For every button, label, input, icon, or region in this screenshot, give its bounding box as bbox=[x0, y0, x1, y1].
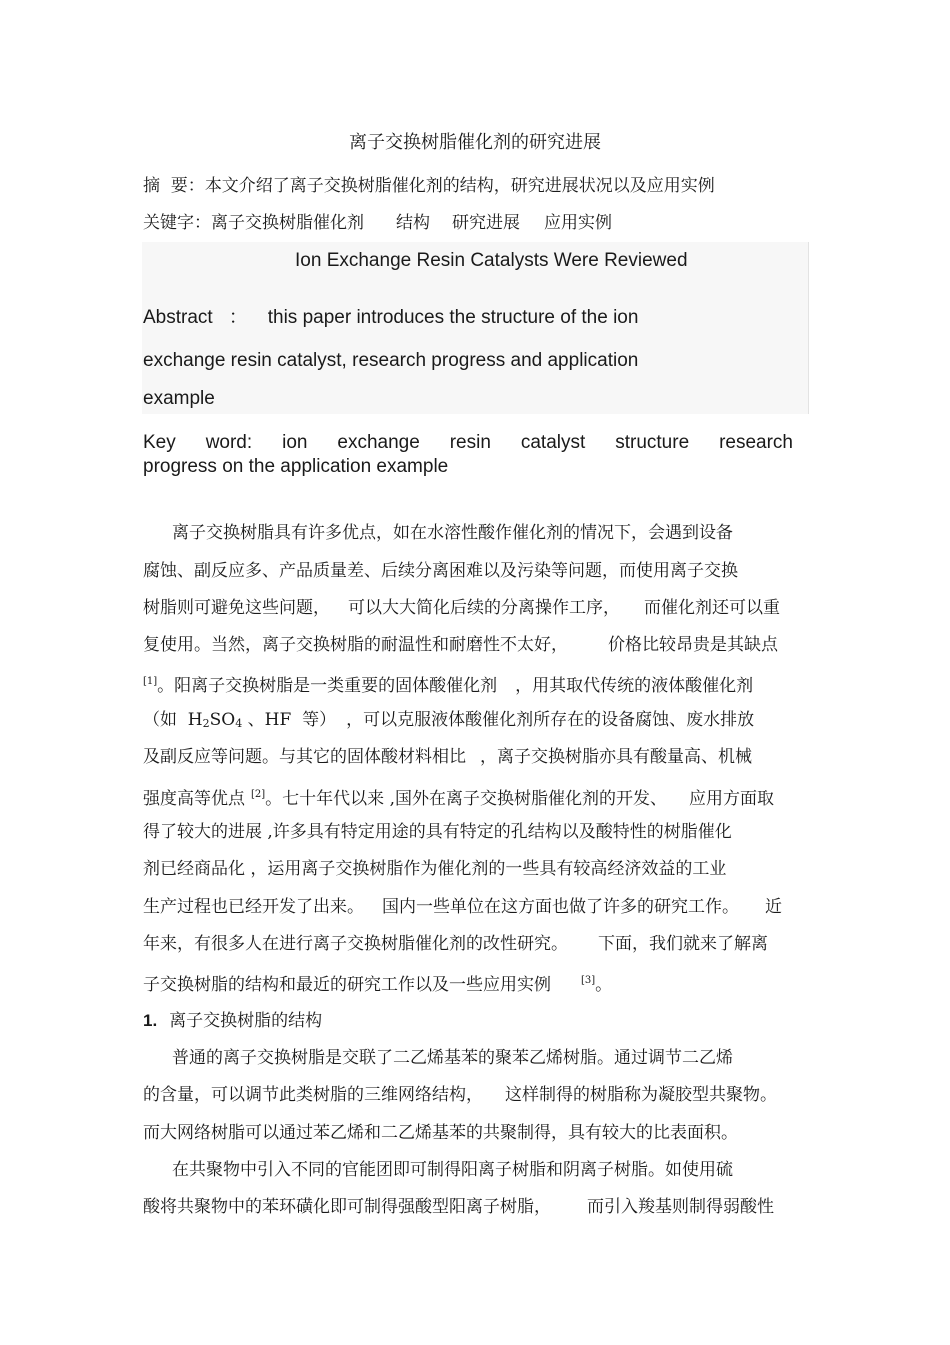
body-line bbox=[143, 896, 782, 918]
body-line bbox=[143, 970, 612, 996]
body-line bbox=[143, 933, 768, 955]
abstract-cn-label: 摘 要： bbox=[143, 176, 205, 196]
kw-word: word: bbox=[205, 432, 253, 453]
body-fragment: 近 bbox=[765, 897, 782, 917]
body-fragment: 生产过程也已经开发了出来。 bbox=[143, 897, 364, 917]
section-number: 1. bbox=[143, 1011, 158, 1030]
kw-word: resin bbox=[449, 432, 491, 453]
body-fragment: 子交换树脂的结构和最近的研究工作以及一些应用实例 bbox=[143, 975, 551, 995]
subscript: 4 bbox=[235, 717, 243, 730]
body-fragment: ，用其取代传统的液体酸催化剂 bbox=[515, 676, 754, 696]
body-fragment: 国内一些单位在这方面也做了许多的研究工作。 bbox=[382, 897, 739, 917]
english-abstract-line-2: exchange resin catalyst, research progress and application bbox=[143, 350, 639, 371]
abstract-cn bbox=[143, 175, 715, 197]
body-fragment: 可以大大简化后续的分离操作工序， bbox=[348, 598, 620, 618]
body-line bbox=[143, 1196, 774, 1218]
citation-1: [1] bbox=[143, 676, 158, 687]
paper-title: 离子交换树脂催化剂的研究进展 bbox=[349, 132, 601, 153]
body-fragment: 的含量，可以调节此类树脂的三维网络结构， bbox=[143, 1085, 483, 1105]
body-line bbox=[143, 671, 753, 697]
body-fragment: ，可以克服液体酸催化剂所存在的设备腐蚀、废水排放 bbox=[346, 710, 755, 730]
kw-word: exchange bbox=[337, 432, 420, 453]
kw-word: Key bbox=[143, 432, 176, 453]
abstract-cn-text: 本文介绍了离子交换树脂催化剂的结构，研究进展状况以及应用实例 bbox=[204, 176, 715, 196]
body-fragment: （如 H bbox=[143, 710, 203, 730]
body-line bbox=[143, 1084, 777, 1106]
body-fragment: 这样制得的树脂称为凝胶型共聚物。 bbox=[505, 1085, 777, 1105]
abstract-en-colon: ： bbox=[228, 307, 248, 328]
citation-2: [2] bbox=[251, 789, 266, 800]
body-line bbox=[143, 597, 780, 619]
abstract-en-label: Abstract bbox=[143, 307, 213, 328]
body-line bbox=[143, 634, 778, 656]
body-fragment: 及副反应等问题。与其它的固体酸材料相比 bbox=[143, 747, 466, 767]
keywords-en-line-1 bbox=[143, 431, 793, 455]
body-line: 离子交换树脂具有许多优点，如在水溶性酸作催化剂的情况下，会遇到设备 bbox=[172, 523, 733, 543]
body-fragment: 。七十年代以来 ,国外在离子交换树脂催化剂的开发、 bbox=[265, 789, 667, 809]
subscript: 2 bbox=[202, 717, 210, 730]
body-fragment: 强度高等优点 bbox=[143, 789, 245, 809]
body-fragment: 。阳离子交换树脂是一类重要的固体酸催化剂 bbox=[157, 676, 498, 696]
section-title: 离子交换树脂的结构 bbox=[169, 1011, 323, 1031]
body-line bbox=[143, 709, 754, 735]
body-line: 腐蚀、副反应多、产品质量差、后续分离困难以及污染等问题，而使用离子交换 bbox=[143, 561, 738, 581]
body-fragment: 而催化剂还可以重 bbox=[644, 598, 780, 618]
body-line: 普通的离子交换树脂是交联了二乙烯基苯的聚苯乙烯树脂。通过调节二乙烯 bbox=[172, 1048, 733, 1068]
body-line: 而大网络树脂可以通过苯乙烯和二乙烯基苯的共聚制得，具有较大的比表面积。 bbox=[143, 1123, 738, 1143]
english-abstract-line-3: example bbox=[143, 388, 215, 409]
body-fragment: 树脂则可避免这些问题， bbox=[143, 598, 330, 618]
kw-word: research bbox=[719, 432, 793, 453]
body-line: 得了较大的进展 ,许多具有特定用途的具有特定的孔结构以及酸特性的树脂催化 bbox=[143, 822, 732, 842]
abstract-en-text: this paper introduces the structure of the ion bbox=[267, 307, 639, 328]
keyword-item: 离子交换树脂催化剂 bbox=[211, 213, 364, 233]
body-fragment: 、HF 等） bbox=[242, 710, 337, 730]
body-fragment: 下面，我们就来了解离 bbox=[598, 934, 768, 954]
kw-word: ion bbox=[282, 432, 308, 453]
body-line bbox=[143, 746, 752, 768]
english-abstract-line-1 bbox=[143, 306, 638, 330]
section-heading bbox=[143, 1010, 322, 1032]
body-fragment: SO bbox=[209, 710, 236, 730]
keyword-item: 结构 bbox=[396, 213, 430, 233]
body-line: 剂已经商品化 ，运用离子交换树脂作为催化剂的一些具有较高经济效益的工业 bbox=[143, 859, 727, 879]
body-fragment: 酸将共聚物中的苯环磺化即可制得强酸型阳离子树脂， bbox=[143, 1197, 551, 1217]
body-fragment: 而引入羧基则制得弱酸性 bbox=[587, 1197, 774, 1217]
kw-word: catalyst bbox=[520, 432, 586, 453]
body-fragment: 年来，有很多人在进行离子交换树脂催化剂的改性研究。 bbox=[143, 934, 568, 954]
body-fragment: 应用方面取 bbox=[688, 789, 774, 809]
keyword-item: 研究进展 bbox=[452, 213, 520, 233]
body-fragment: ，离子交换树脂亦具有酸量高、机械 bbox=[480, 747, 752, 767]
citation-3: [3] bbox=[581, 975, 596, 986]
body-fragment: 复使用。当然，离子交换树脂的耐温性和耐磨性不太好， bbox=[143, 635, 568, 655]
keywords-en-line-2: progress on the application example bbox=[143, 456, 449, 477]
keywords-cn-label: 关键字： bbox=[143, 213, 211, 233]
keywords-cn bbox=[143, 212, 612, 234]
english-title: Ion Exchange Resin Catalysts Were Reviewed bbox=[295, 250, 688, 271]
body-fragment: 价格比较昂贵是其缺点 bbox=[608, 635, 778, 655]
body-line bbox=[143, 784, 774, 810]
kw-word: structure bbox=[615, 432, 690, 453]
keyword-item: 应用实例 bbox=[544, 213, 612, 233]
body-line: 在共聚物中引入不同的官能团即可制得阳离子树脂和阴离子树脂。如使用硫 bbox=[172, 1160, 733, 1180]
body-fragment: 。 bbox=[595, 975, 613, 995]
